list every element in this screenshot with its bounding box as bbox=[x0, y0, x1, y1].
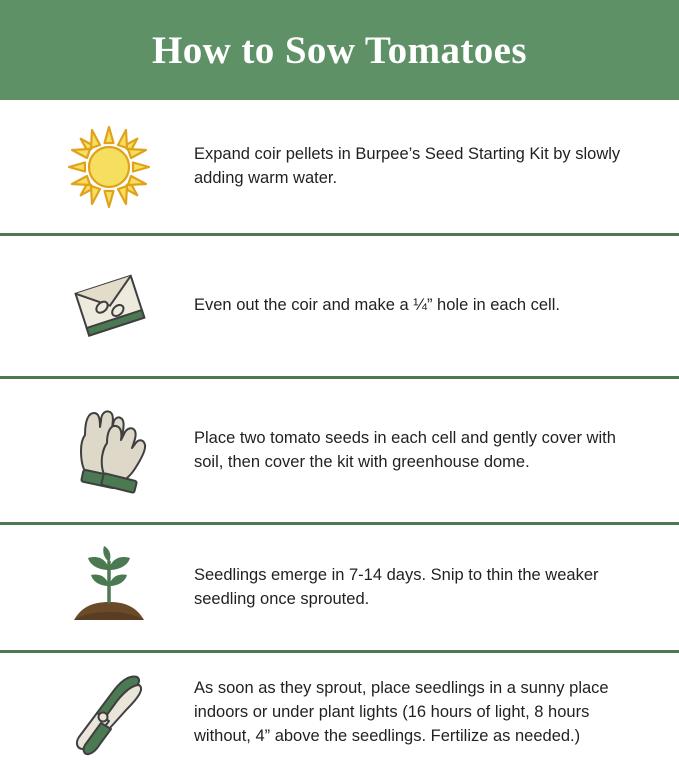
list-item bbox=[0, 236, 679, 379]
step-text-cell bbox=[184, 677, 661, 749]
step-description: Even out the coir and make a ¼” hole in each cell. bbox=[194, 296, 560, 315]
step-text-cell bbox=[184, 294, 661, 318]
step-text-cell bbox=[184, 427, 661, 475]
step-icon-cell bbox=[34, 540, 184, 636]
step-text-cell bbox=[184, 564, 661, 612]
list-item bbox=[0, 653, 679, 773]
sun-icon bbox=[67, 125, 151, 209]
page-title: How to Sow Tomatoes bbox=[152, 28, 527, 72]
step-description: As soon as they sprout, place seedlings in a sunny place indoors or under plant lights (16 hours of light, 8 hours without, 4” above the seedlings. Fertilize as needed.) bbox=[194, 679, 609, 745]
step-description: Seedlings emerge in 7-14 days. Snip to thin the weaker seedling once sprouted. bbox=[194, 565, 599, 608]
header-banner bbox=[0, 0, 679, 100]
step-description: Expand coir pellets in Burpee’s Seed Starting Kit by slowly adding warm water. bbox=[194, 144, 621, 187]
list-item bbox=[0, 525, 679, 653]
list-item bbox=[0, 379, 679, 525]
step-icon-cell bbox=[34, 665, 184, 761]
step-icon-cell bbox=[34, 258, 184, 354]
pruning-shears-icon bbox=[59, 665, 159, 761]
list-item bbox=[0, 100, 679, 236]
step-icon-cell bbox=[34, 125, 184, 209]
steps-list bbox=[0, 100, 679, 773]
step-description: Place two tomato seeds in each cell and gently cover with soil, then cover the kit with greenhouse dome. bbox=[194, 428, 616, 471]
gardening-gloves-icon bbox=[61, 401, 157, 501]
seed-packet-icon bbox=[61, 258, 157, 354]
seedling-sprout-icon bbox=[60, 540, 158, 636]
step-icon-cell bbox=[34, 401, 184, 501]
step-text-cell bbox=[184, 143, 661, 191]
